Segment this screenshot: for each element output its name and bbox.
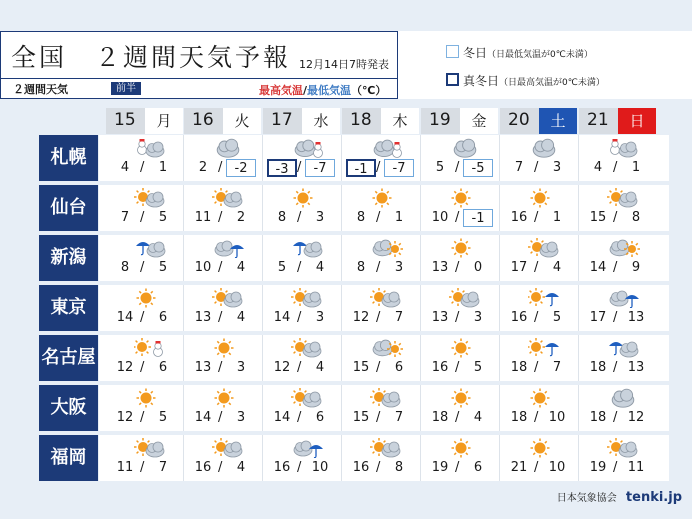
weather-cloud-icon bbox=[607, 388, 641, 408]
high-temp: 16 bbox=[510, 210, 528, 225]
weather-rain-cloud-icon bbox=[607, 338, 641, 358]
forecast-cell bbox=[500, 135, 578, 181]
day-header bbox=[106, 108, 183, 134]
low-temp: -5 bbox=[463, 159, 493, 177]
temp-separator: / bbox=[376, 160, 381, 175]
temp-separator: / bbox=[140, 160, 145, 175]
forecast-cell bbox=[263, 235, 341, 281]
forecast-cell bbox=[342, 435, 420, 481]
weather-sun-icon bbox=[370, 188, 404, 208]
low-temp: 3 bbox=[315, 310, 325, 325]
weather-sun-cloud-icon bbox=[291, 288, 325, 308]
temp-separator: / bbox=[376, 260, 381, 275]
weather-sun-cloud-icon bbox=[449, 288, 483, 308]
low-temp: 7 bbox=[394, 410, 404, 425]
low-temp: 5 bbox=[158, 410, 168, 425]
forecast-cell bbox=[500, 185, 578, 231]
forecast-cell bbox=[342, 335, 420, 381]
temp-separator: / bbox=[613, 460, 618, 475]
title-box bbox=[0, 31, 398, 79]
low-temp: 12 bbox=[627, 410, 645, 425]
low-temp: -2 bbox=[226, 159, 256, 177]
low-temp: 5 bbox=[552, 310, 562, 325]
high-temp: 16 bbox=[194, 460, 212, 475]
temp-separator: / bbox=[613, 410, 618, 425]
forecast-cell bbox=[263, 435, 341, 481]
temp-separator: / bbox=[297, 460, 302, 475]
low-temp: 1 bbox=[631, 160, 641, 175]
low-temp: 10 bbox=[311, 460, 329, 475]
weather-sun-cloud-icon bbox=[134, 438, 168, 458]
forecast-cell bbox=[421, 435, 499, 481]
weather-sun-icon bbox=[449, 388, 483, 408]
low-temp: -7 bbox=[305, 159, 335, 177]
day-header bbox=[342, 108, 419, 134]
low-temp: 6 bbox=[473, 460, 483, 475]
city-label: 福岡 bbox=[39, 435, 98, 481]
low-temp: 5 bbox=[473, 360, 483, 375]
fuyubi-label: 冬日 bbox=[463, 46, 488, 60]
temp-separator: / bbox=[455, 310, 460, 325]
weather-sun-icon bbox=[449, 338, 483, 358]
temp-separator: / bbox=[297, 210, 302, 225]
high-temp: 7 bbox=[120, 210, 130, 225]
legend-low-temp: 最低気温 bbox=[307, 84, 352, 97]
low-temp: 4 bbox=[236, 260, 246, 275]
low-temp: 4 bbox=[236, 310, 246, 325]
temp-separator: / bbox=[218, 460, 223, 475]
day-of-week: 月 bbox=[145, 108, 183, 134]
weather-sun-cloud-icon bbox=[370, 438, 404, 458]
low-temp: 13 bbox=[627, 360, 645, 375]
weather-sun-icon bbox=[212, 388, 246, 408]
high-temp: 16 bbox=[273, 460, 291, 475]
city-label: 大阪 bbox=[39, 385, 98, 431]
city-label: 新潟 bbox=[39, 235, 98, 281]
high-temp: 8 bbox=[356, 210, 366, 225]
temp-separator: / bbox=[613, 210, 618, 225]
forecast-cell bbox=[184, 235, 262, 281]
high-temp: 21 bbox=[510, 460, 528, 475]
temp-separator: / bbox=[534, 210, 539, 225]
high-temp: 14 bbox=[589, 260, 607, 275]
forecast-cell bbox=[421, 285, 499, 331]
mafuyubi-note: （日最高気温が0℃未満） bbox=[499, 78, 605, 88]
mafuyubi-label: 真冬日 bbox=[463, 74, 500, 88]
temp-separator: / bbox=[376, 460, 381, 475]
high-temp: 5 bbox=[277, 260, 287, 275]
forecast-cell bbox=[184, 185, 262, 231]
low-temp: 8 bbox=[631, 210, 641, 225]
day-of-week: 土 bbox=[539, 108, 577, 134]
forecast-cell bbox=[106, 285, 184, 331]
weather-sun-icon bbox=[449, 438, 483, 458]
forecast-cell bbox=[421, 235, 499, 281]
weather-sun-icon bbox=[134, 288, 168, 308]
legend-separator: / bbox=[303, 84, 308, 97]
high-temp: 14 bbox=[116, 310, 134, 325]
temp-separator: / bbox=[534, 310, 539, 325]
low-temp: 0 bbox=[473, 260, 483, 275]
weather-sun-cloud-icon bbox=[607, 188, 641, 208]
temp-separator: / bbox=[534, 260, 539, 275]
weather-sun-icon bbox=[449, 188, 483, 208]
legend-fuyubi bbox=[446, 44, 593, 61]
weather-cloud-snow-icon bbox=[370, 138, 404, 158]
high-temp: 10 bbox=[431, 210, 449, 225]
day-number: 15 bbox=[114, 110, 136, 130]
forecast-cell bbox=[579, 385, 657, 431]
temperature-legend bbox=[259, 82, 386, 98]
low-temp: 3 bbox=[394, 260, 404, 275]
temp-separator: / bbox=[613, 310, 618, 325]
day-header bbox=[421, 108, 498, 134]
forecast-cell bbox=[500, 285, 578, 331]
weather-rain-cloud-icon bbox=[134, 238, 168, 258]
weather-sun-cloud-icon bbox=[370, 288, 404, 308]
low-temp: 4 bbox=[473, 410, 483, 425]
forecast-cell bbox=[579, 135, 657, 181]
temp-separator: / bbox=[140, 410, 145, 425]
temp-separator: / bbox=[376, 410, 381, 425]
low-temp: 4 bbox=[552, 260, 562, 275]
weather-sun-icon bbox=[449, 238, 483, 258]
day-of-week: 木 bbox=[381, 108, 419, 134]
forecast-cell bbox=[579, 435, 657, 481]
temp-separator: / bbox=[613, 360, 618, 375]
high-temp: 14 bbox=[273, 410, 291, 425]
day-of-week: 水 bbox=[302, 108, 340, 134]
weather-sun-cloud-icon bbox=[212, 188, 246, 208]
legend-box bbox=[398, 31, 692, 99]
temp-separator: / bbox=[534, 410, 539, 425]
forecast-cell bbox=[106, 235, 184, 281]
weather-sun-cloud-icon bbox=[528, 238, 562, 258]
forecast-cell bbox=[106, 135, 184, 181]
temp-separator: / bbox=[455, 160, 460, 175]
forecast-cell bbox=[106, 185, 184, 231]
high-temp: 12 bbox=[352, 310, 370, 325]
high-temp: 16 bbox=[510, 310, 528, 325]
weather-sun-cloud-icon bbox=[134, 188, 168, 208]
subtitle-bar bbox=[0, 79, 398, 99]
low-temp: 4 bbox=[315, 260, 325, 275]
low-temp: 1 bbox=[158, 160, 168, 175]
temp-separator: / bbox=[613, 160, 618, 175]
forecast-cell bbox=[184, 135, 262, 181]
temp-separator: / bbox=[613, 260, 618, 275]
city-label: 仙台 bbox=[39, 185, 98, 231]
temp-separator: / bbox=[140, 210, 145, 225]
temp-separator: / bbox=[534, 460, 539, 475]
city-label: 東京 bbox=[39, 285, 98, 331]
high-temp: 17 bbox=[510, 260, 528, 275]
low-temp: 5 bbox=[158, 260, 168, 275]
forecast-cell bbox=[263, 185, 341, 231]
temp-separator: / bbox=[297, 360, 302, 375]
low-temp: 2 bbox=[236, 210, 246, 225]
temp-separator: / bbox=[297, 410, 302, 425]
day-header bbox=[579, 108, 656, 134]
high-temp: 19 bbox=[589, 460, 607, 475]
high-temp: 12 bbox=[273, 360, 291, 375]
high-temp: 16 bbox=[352, 460, 370, 475]
day-number: 21 bbox=[587, 110, 609, 130]
low-temp: 8 bbox=[394, 460, 404, 475]
weather-snow-cloud-icon bbox=[134, 138, 168, 158]
temp-separator: / bbox=[218, 310, 223, 325]
high-temp: -1 bbox=[346, 159, 376, 177]
temp-separator: / bbox=[218, 210, 223, 225]
forecast-cell bbox=[342, 285, 420, 331]
weather-cloud-sun-icon bbox=[370, 238, 404, 258]
weather-cloud-icon bbox=[528, 138, 562, 158]
day-of-week: 火 bbox=[223, 108, 261, 134]
high-temp: 4 bbox=[593, 160, 603, 175]
day-number: 18 bbox=[350, 110, 372, 130]
high-temp: 14 bbox=[194, 410, 212, 425]
forecast-cell bbox=[421, 385, 499, 431]
low-temp: 9 bbox=[631, 260, 641, 275]
low-temp: 6 bbox=[315, 410, 325, 425]
low-temp: 4 bbox=[236, 460, 246, 475]
forecast-cell bbox=[342, 235, 420, 281]
temp-separator: / bbox=[376, 210, 381, 225]
day-of-week: 金 bbox=[460, 108, 498, 134]
footer-org: 日本気象協会 bbox=[556, 493, 617, 504]
low-temp: 10 bbox=[548, 410, 566, 425]
low-temp: 3 bbox=[315, 210, 325, 225]
weather-cloud-rain-icon bbox=[607, 288, 641, 308]
temp-separator: / bbox=[140, 310, 145, 325]
high-temp: 18 bbox=[510, 410, 528, 425]
temp-separator: / bbox=[140, 460, 145, 475]
tenki-logo: tenki.jp bbox=[625, 490, 682, 505]
high-temp: -3 bbox=[267, 159, 297, 177]
low-temp: 7 bbox=[552, 360, 562, 375]
temp-separator: / bbox=[455, 210, 460, 225]
weather-cloud-sun-icon bbox=[607, 238, 641, 258]
high-temp: 7 bbox=[514, 160, 524, 175]
day-number: 19 bbox=[429, 110, 451, 130]
high-temp: 19 bbox=[431, 460, 449, 475]
weather-sun-cloud-icon bbox=[291, 388, 325, 408]
high-temp: 8 bbox=[277, 210, 287, 225]
temp-separator: / bbox=[297, 310, 302, 325]
fuyubi-note: （日最低気温が0℃未満） bbox=[487, 50, 593, 60]
weather-cloud-rain-icon bbox=[291, 438, 325, 458]
forecast-cell bbox=[263, 385, 341, 431]
high-temp: 11 bbox=[116, 460, 134, 475]
high-temp: 13 bbox=[194, 310, 212, 325]
temp-separator: / bbox=[140, 360, 145, 375]
low-temp: 7 bbox=[158, 460, 168, 475]
forecast-cell bbox=[421, 335, 499, 381]
day-header bbox=[184, 108, 261, 134]
weather-sun-rain-icon bbox=[528, 338, 562, 358]
forecast-cell bbox=[500, 385, 578, 431]
low-temp: 6 bbox=[394, 360, 404, 375]
temp-separator: / bbox=[218, 360, 223, 375]
weather-sun-snow-icon bbox=[134, 338, 168, 358]
low-temp: 3 bbox=[236, 410, 246, 425]
temp-separator: / bbox=[455, 410, 460, 425]
weather-sun-cloud-icon bbox=[370, 388, 404, 408]
temp-separator: / bbox=[534, 360, 539, 375]
high-temp: 4 bbox=[120, 160, 130, 175]
weather-sun-icon bbox=[528, 388, 562, 408]
weather-sun-icon bbox=[212, 338, 246, 358]
weather-sun-icon bbox=[291, 188, 325, 208]
forecast-cell bbox=[500, 235, 578, 281]
high-temp: 2 bbox=[198, 160, 208, 175]
temp-separator: / bbox=[218, 160, 223, 175]
forecast-cell bbox=[342, 135, 420, 181]
temp-separator: / bbox=[297, 260, 302, 275]
city-label: 札幌 bbox=[39, 135, 98, 181]
forecast-cell bbox=[342, 185, 420, 231]
high-temp: 13 bbox=[194, 360, 212, 375]
legend-high-temp: 最高気温 bbox=[259, 84, 303, 97]
weather-cloud-sun-icon bbox=[370, 338, 404, 358]
high-temp: 15 bbox=[589, 210, 607, 225]
footer bbox=[557, 489, 682, 505]
half-badge: 前半 bbox=[111, 82, 141, 95]
forecast-cell bbox=[106, 435, 184, 481]
high-temp: 5 bbox=[435, 160, 445, 175]
weather-sun-cloud-icon bbox=[212, 288, 246, 308]
high-temp: 17 bbox=[589, 310, 607, 325]
forecast-cell bbox=[263, 335, 341, 381]
high-temp: 13 bbox=[431, 260, 449, 275]
low-temp: -7 bbox=[384, 159, 414, 177]
temp-separator: / bbox=[376, 360, 381, 375]
weather-snow-cloud-icon bbox=[607, 138, 641, 158]
weather-cloud-icon bbox=[212, 138, 246, 158]
low-temp: 6 bbox=[158, 360, 168, 375]
high-temp: 15 bbox=[352, 410, 370, 425]
legend-unit: （℃） bbox=[351, 84, 387, 97]
low-temp: 11 bbox=[627, 460, 645, 475]
low-temp: 3 bbox=[236, 360, 246, 375]
day-header bbox=[263, 108, 340, 134]
subtitle: ２週間天気 bbox=[13, 83, 68, 96]
forecast-cell bbox=[500, 435, 578, 481]
weather-sun-cloud-icon bbox=[291, 338, 325, 358]
temp-separator: / bbox=[140, 260, 145, 275]
forecast-cell bbox=[184, 385, 262, 431]
issued-time: 12月14日7時発表 bbox=[299, 58, 389, 71]
day-number: 16 bbox=[192, 110, 214, 130]
day-number: 17 bbox=[271, 110, 293, 130]
weather-sun-cloud-icon bbox=[212, 438, 246, 458]
weather-sun-rain-icon bbox=[528, 288, 562, 308]
mafuyubi-swatch bbox=[446, 73, 459, 86]
temp-separator: / bbox=[534, 160, 539, 175]
forecast-cell bbox=[106, 385, 184, 431]
fuyubi-swatch bbox=[446, 45, 459, 58]
legend-mafuyubi bbox=[446, 72, 605, 89]
low-temp: 3 bbox=[473, 310, 483, 325]
low-temp: 13 bbox=[627, 310, 645, 325]
high-temp: 14 bbox=[273, 310, 291, 325]
forecast-cell bbox=[184, 285, 262, 331]
high-temp: 12 bbox=[116, 360, 134, 375]
forecast-cell bbox=[579, 235, 657, 281]
day-number: 20 bbox=[508, 110, 530, 130]
weather-rain-cloud-icon bbox=[291, 238, 325, 258]
weather-sun-icon bbox=[134, 388, 168, 408]
high-temp: 10 bbox=[194, 260, 212, 275]
high-temp: 18 bbox=[431, 410, 449, 425]
weather-cloud-icon bbox=[449, 138, 483, 158]
forecast-cell bbox=[421, 185, 499, 231]
temp-separator: / bbox=[376, 310, 381, 325]
forecast-cell bbox=[579, 335, 657, 381]
forecast-cell bbox=[579, 185, 657, 231]
high-temp: 13 bbox=[431, 310, 449, 325]
high-temp: 15 bbox=[352, 360, 370, 375]
page-title: 全国 ２週間天気予報 bbox=[11, 43, 292, 72]
low-temp: 6 bbox=[158, 310, 168, 325]
low-temp: 5 bbox=[158, 210, 168, 225]
forecast-cell bbox=[184, 435, 262, 481]
low-temp: 7 bbox=[394, 310, 404, 325]
temp-separator: / bbox=[455, 360, 460, 375]
temp-separator: / bbox=[297, 160, 302, 175]
high-temp: 18 bbox=[510, 360, 528, 375]
high-temp: 8 bbox=[120, 260, 130, 275]
temp-separator: / bbox=[455, 260, 460, 275]
low-temp: -1 bbox=[463, 209, 493, 227]
weather-sun-icon bbox=[528, 188, 562, 208]
forecast-cell bbox=[579, 285, 657, 331]
temp-separator: / bbox=[218, 410, 223, 425]
low-temp: 1 bbox=[552, 210, 562, 225]
high-temp: 12 bbox=[116, 410, 134, 425]
high-temp: 16 bbox=[431, 360, 449, 375]
low-temp: 4 bbox=[315, 360, 325, 375]
weather-sun-icon bbox=[528, 438, 562, 458]
high-temp: 8 bbox=[356, 260, 366, 275]
temp-separator: / bbox=[218, 260, 223, 275]
low-temp: 3 bbox=[552, 160, 562, 175]
forecast-cell bbox=[500, 335, 578, 381]
low-temp: 1 bbox=[394, 210, 404, 225]
day-header bbox=[500, 108, 577, 134]
forecast-cell bbox=[342, 385, 420, 431]
forecast-cell bbox=[263, 285, 341, 331]
forecast-cell bbox=[106, 335, 184, 381]
high-temp: 11 bbox=[194, 210, 212, 225]
forecast-cell bbox=[421, 135, 499, 181]
low-temp: 10 bbox=[548, 460, 566, 475]
weather-cloud-snow-icon bbox=[291, 138, 325, 158]
temp-separator: / bbox=[455, 460, 460, 475]
high-temp: 18 bbox=[589, 360, 607, 375]
day-of-week: 日 bbox=[618, 108, 656, 134]
forecast-cell bbox=[184, 335, 262, 381]
weather-sun-cloud-icon bbox=[607, 438, 641, 458]
high-temp: 18 bbox=[589, 410, 607, 425]
forecast-cell bbox=[263, 135, 341, 181]
city-label: 名古屋 bbox=[39, 335, 98, 381]
weather-cloud-rain-icon bbox=[212, 238, 246, 258]
